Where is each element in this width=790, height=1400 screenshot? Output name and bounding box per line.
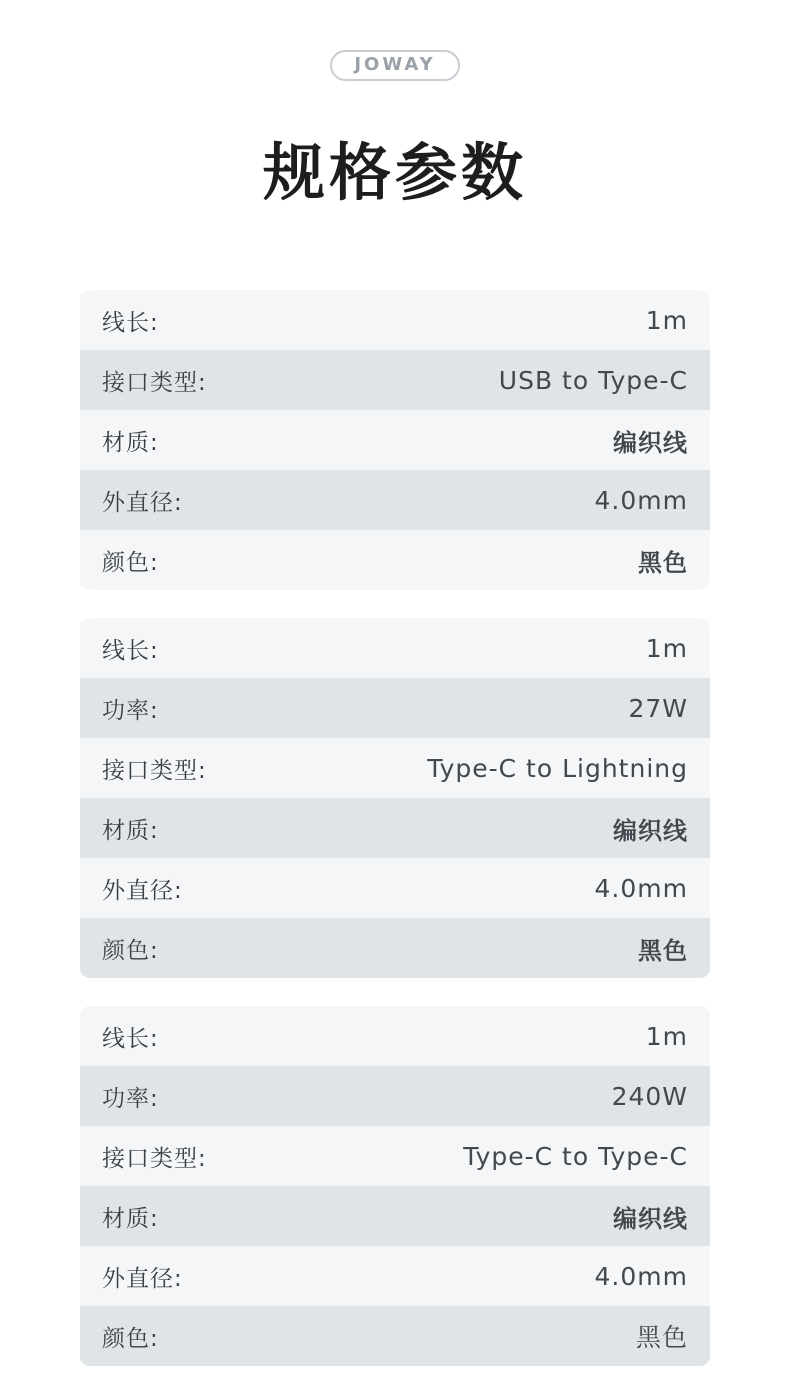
- spec-label: 颜色:: [102, 549, 159, 576]
- spec-label: 线长:: [102, 1025, 159, 1052]
- spec-label: 颜色:: [102, 937, 159, 964]
- spec-row: [80, 858, 710, 918]
- spec-value: 240W: [611, 1081, 688, 1111]
- spec-label: 材质:: [102, 817, 159, 844]
- spec-label: 接口类型:: [102, 757, 207, 784]
- page-title: 规格参数: [262, 136, 527, 209]
- spec-label: 材质:: [102, 1205, 159, 1232]
- spec-value: Type-C to Type-C: [463, 1141, 688, 1171]
- spec-row: [80, 1006, 710, 1066]
- spec-label: 外直径:: [102, 489, 183, 516]
- spec-value: Type-C to Lightning: [427, 753, 688, 783]
- spec-row: [80, 618, 710, 678]
- spec-value: 黑色: [638, 936, 688, 965]
- spec-row: [80, 1246, 710, 1306]
- spec-value: USB to Type-C: [498, 365, 688, 395]
- brand-logo: [0, 0, 790, 81]
- spec-label: 线长:: [102, 309, 159, 336]
- spec-label: 功率:: [102, 1085, 159, 1112]
- spec-row: [80, 290, 710, 350]
- spec-row: [80, 798, 710, 858]
- spec-label: 接口类型:: [102, 369, 207, 396]
- spec-value: 4.0mm: [594, 873, 688, 903]
- spec-label: 外直径:: [102, 1265, 183, 1292]
- spec-table-usb-to-type-c: [80, 290, 710, 590]
- spec-label: 外直径:: [102, 877, 183, 904]
- spec-value: 编织线: [613, 428, 688, 457]
- spec-label: 颜色:: [102, 1325, 159, 1352]
- spec-value: 黑色: [635, 1323, 688, 1352]
- spec-row: [80, 1186, 710, 1246]
- spec-row: [80, 738, 710, 798]
- spec-value: 1m: [645, 633, 688, 663]
- spec-value: 黑色: [638, 548, 688, 577]
- spec-value: 1m: [645, 305, 688, 335]
- spec-row: [80, 350, 710, 410]
- spec-value: 1m: [645, 1021, 688, 1051]
- spec-label: 功率:: [102, 697, 159, 724]
- spec-label: 接口类型:: [102, 1145, 207, 1172]
- spec-row: [80, 1126, 710, 1186]
- spec-table-type-c-to-lightning: [80, 618, 710, 978]
- brand-logo-frame: [330, 50, 459, 81]
- spec-row: [80, 678, 710, 738]
- brand-logo-text: JOWAY: [354, 54, 436, 75]
- spec-label: 材质:: [102, 429, 159, 456]
- spec-label: 线长:: [102, 637, 159, 664]
- spec-value: 27W: [628, 693, 688, 723]
- spec-value: 4.0mm: [594, 485, 688, 515]
- spec-tables: [0, 290, 790, 1366]
- spec-table-type-c-to-type-c: [80, 1006, 710, 1366]
- spec-value: 编织线: [613, 816, 688, 845]
- spec-value: 4.0mm: [594, 1261, 688, 1291]
- spec-row: [80, 530, 710, 590]
- spec-row: [80, 410, 710, 470]
- spec-row: [80, 918, 710, 978]
- spec-value: 编织线: [613, 1204, 688, 1233]
- spec-row: [80, 470, 710, 530]
- spec-row: [80, 1306, 710, 1366]
- spec-row: [80, 1066, 710, 1126]
